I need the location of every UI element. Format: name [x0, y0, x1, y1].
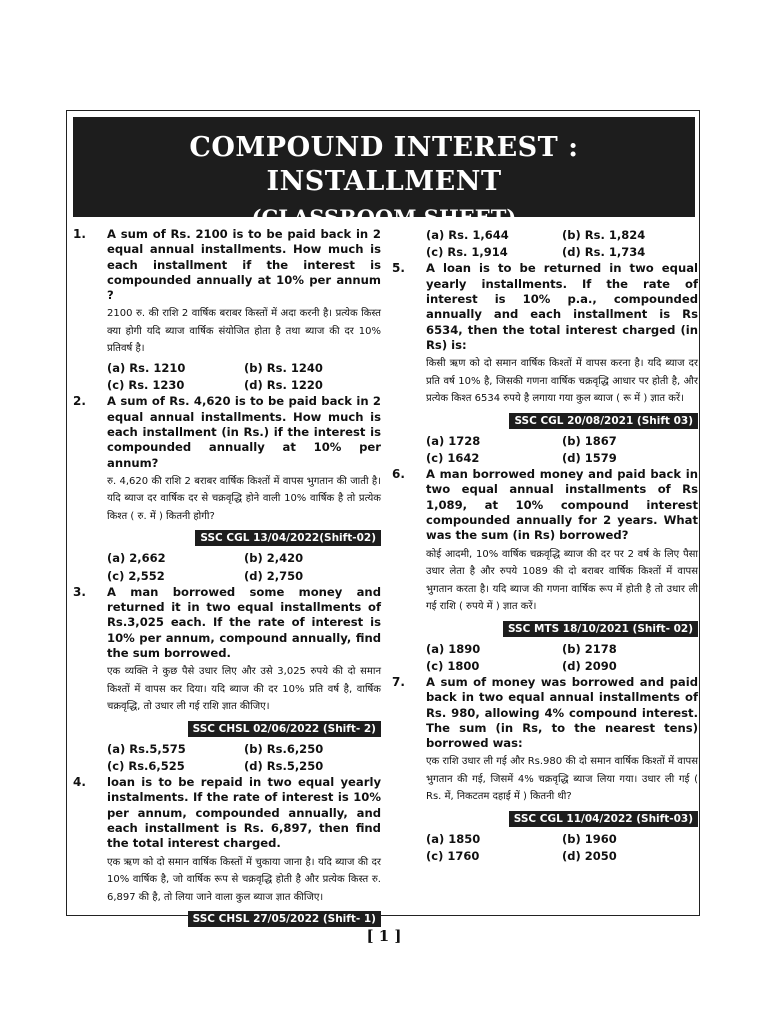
- question-4-options: [392, 227, 698, 261]
- option-b: (b) 1867: [562, 433, 617, 448]
- option-a: (a) Rs. 1210: [107, 360, 186, 375]
- question-4: [73, 775, 381, 931]
- option-c: (c) Rs.6,525: [107, 758, 185, 773]
- question-text-hindi: 2100 रु. की राशि 2 वार्षिक बराबर किस्तों में अदा करनी है। प्रत्येक किस्त क्या होगी यदि ब्याज वार्षिक संयोजित होता है तथा ब्याज की दर 10% प्रतिवर्ष है।: [107, 308, 381, 355]
- question-text-hindi: कोई आदमी, 10% वार्षिक चक्रवृद्धि ब्याज की दर पर 2 वर्ष के लिए पैसा उधार लेता है और रुपये 1089 की दो बराबर वार्षिक किश्तों में वापस भुगतान करता है। यदि ब्याज की गणना वार्षिक रूप में होती है तो उधार ली गई राशि ( रुपये में ) ज्ञात करें।: [426, 548, 698, 613]
- option-c: (c) 1760: [426, 849, 480, 864]
- page-number: [ 1 ]: [366, 927, 402, 945]
- sheet-title: COMPOUND INTEREST : INSTALLMENT: [189, 132, 579, 197]
- exam-source-badge: SSC CGL 13/04/2022(Shift-02): [195, 530, 381, 546]
- option-c: (c) Rs. 1230: [107, 378, 185, 393]
- option-a: (a) Rs. 1,644: [426, 228, 509, 242]
- question-number: 5.: [392, 261, 405, 276]
- option-a: (a) 1890: [426, 641, 481, 656]
- option-b: (b) 1960: [562, 831, 617, 846]
- question-number: 4.: [73, 775, 86, 790]
- options: [107, 360, 381, 394]
- question-5: [392, 261, 698, 467]
- question-number: 2.: [73, 394, 86, 409]
- question-text-english: A man borrowed money and paid back in two equal annual installments of Rs 1,089, at 10% compound interest compounded annually for 2 years. What was the sum (in Rs) borrowed?: [426, 467, 698, 543]
- option-a: (a) 1728: [426, 433, 481, 448]
- sheet-subtitle: (CLASSROOM SHEET): [251, 205, 517, 230]
- options: [107, 550, 381, 584]
- option-b: (b) Rs.6,250: [244, 741, 324, 756]
- option-d: (d) 2,750: [244, 568, 304, 583]
- question-number: 3.: [73, 584, 86, 599]
- question-6: [392, 467, 698, 675]
- question-text-hindi: एक राशि उधार ली गई और Rs.980 की दो समान वार्षिक किश्तों में वापस भुगतान की गई, जिसमें 4% चक्रवृद्धि ब्याज लिया गया। उधार ली गई ( Rs. में, निकटतम दहाई में ) कितनी थी?: [426, 756, 698, 803]
- option-d: (d) Rs.5,250: [244, 758, 324, 773]
- question-number: 6.: [392, 467, 405, 482]
- question-text-english: A sum of money was borrowed and paid back in two equal annual installments of Rs. 980, allowing 4% compound interest. The sum (in Rs, to the nearest tens) borrowed was:: [426, 674, 698, 751]
- option-a: (a) 2,662: [107, 551, 166, 566]
- question-number: 1.: [73, 227, 86, 241]
- question-text-hindi: किसी ऋण को दो समान वार्षिक किश्तों में वापस करना है। यदि ब्याज दर प्रति वर्ष 10% है, जिसकी गणना वार्षिक चक्रवृद्धि आधार पर होती है, और प्रत्येक किश्त 6534 रुपये है लगाया गया कुल ब्याज ( रू में ) ज्ञात करें।: [426, 358, 698, 405]
- option-d: (d) 1579: [562, 450, 617, 465]
- options: [426, 433, 698, 467]
- option-a: (a) 1850: [426, 831, 481, 846]
- question-1: [73, 227, 381, 394]
- question-text-hindi: एक ऋण को दो समान वार्षिक किस्तों में चुकाया जाना है। यदि ब्याज की दर 10% वार्षिक है, जो वार्षिक रूप से चक्रवृद्धि होती है और प्रत्येक किस्त रु. 6,897 की है, तो लिया जाने वाला कुल ब्याज ज्ञात कीजिए।: [107, 856, 381, 903]
- sheet-header: [73, 117, 695, 230]
- option-a: (a) Rs.5,575: [107, 741, 186, 756]
- question-text-hindi: रु. 4,620 की राशि 2 बराबर वार्षिक किश्तों में वापस भुगतान की जाती है। यदि ब्याज दर वार्षिक दर से चक्रवृद्धि होने वाली 10% वार्षिक है तो प्रत्येक किश्त ( रु. में ) कितनी होगी?: [107, 475, 381, 522]
- question-2: [73, 394, 381, 584]
- left-column: [73, 227, 381, 931]
- exam-source-badge: SSC CGL 11/04/2022 (Shift-03): [509, 811, 698, 827]
- exam-source-badge: SSC MTS 18/10/2021 (Shift- 02): [503, 621, 698, 637]
- right-column: [392, 227, 698, 865]
- question-text-english: A loan is to be returned in two equal yearly installments. If the rate of interest is 10% p.a., compounded annually and each installment is Rs 6534, then the total interest charged (in Rs) is:: [426, 261, 698, 352]
- option-d: (d) Rs. 1,734: [562, 245, 646, 260]
- option-c: (c) 1642: [426, 450, 480, 465]
- option-b: (b) 2178: [562, 641, 617, 656]
- option-c: (c) 2,552: [107, 568, 165, 583]
- question-7: [392, 675, 698, 865]
- option-d: (d) Rs. 1220: [244, 378, 323, 393]
- option-d: (d) 2050: [562, 849, 617, 864]
- options: [426, 641, 698, 675]
- exam-source-badge: SSC CHSL 27/05/2022 (Shift- 1): [188, 911, 381, 927]
- options: [426, 227, 698, 261]
- question-3: [73, 585, 381, 775]
- options: [107, 741, 381, 775]
- question-text-hindi: एक व्यक्ति ने कुछ पैसे उधार लिए और उसे 3,025 रुपये की दो समान किश्तों में वापस कर दिया। यदि ब्याज की दर 10% प्रति वर्ष है, वार्षिक चक्रवृद्धि, तो उधार ली गई राशि ज्ञात कीजिए।: [107, 666, 381, 713]
- question-text-english: A sum of Rs. 2100 is to be paid back in 2 equal annual installments. How much is each installment if the interest is compounded annually at 10% per annum ?: [107, 227, 381, 303]
- question-number: 7.: [392, 674, 405, 689]
- option-d: (d) 2090: [562, 658, 617, 673]
- option-c: (c) Rs. 1,914: [426, 245, 508, 260]
- option-b: (b) 2,420: [244, 551, 304, 566]
- question-text-english: A man borrowed some money and returned it in two equal installments of Rs.3,025 each. If the rate of interest is 10% per annum, compound annually, find the sum borrowed.: [107, 584, 381, 660]
- question-text-english: loan is to be repaid in two equal yearly instalments. If the rate of interest is 10% per annum, compounded annually, and each installment is Rs. 6,897, then find the total interest charged.: [107, 775, 381, 851]
- option-b: (b) Rs. 1240: [244, 360, 323, 375]
- question-text-english: A sum of Rs. 4,620 is to be paid back in 2 equal annual installments. How much is each installment (in Rs.) if the interest is compounded annually at 10% per annum?: [107, 394, 381, 470]
- option-c: (c) 1800: [426, 658, 480, 673]
- exam-source-badge: SSC CHSL 02/06/2022 (Shift- 2): [188, 721, 381, 737]
- options: [426, 831, 698, 865]
- exam-source-badge: SSC CGL 20/08/2021 (Shift 03): [509, 413, 698, 429]
- option-b: (b) Rs. 1,824: [562, 228, 646, 242]
